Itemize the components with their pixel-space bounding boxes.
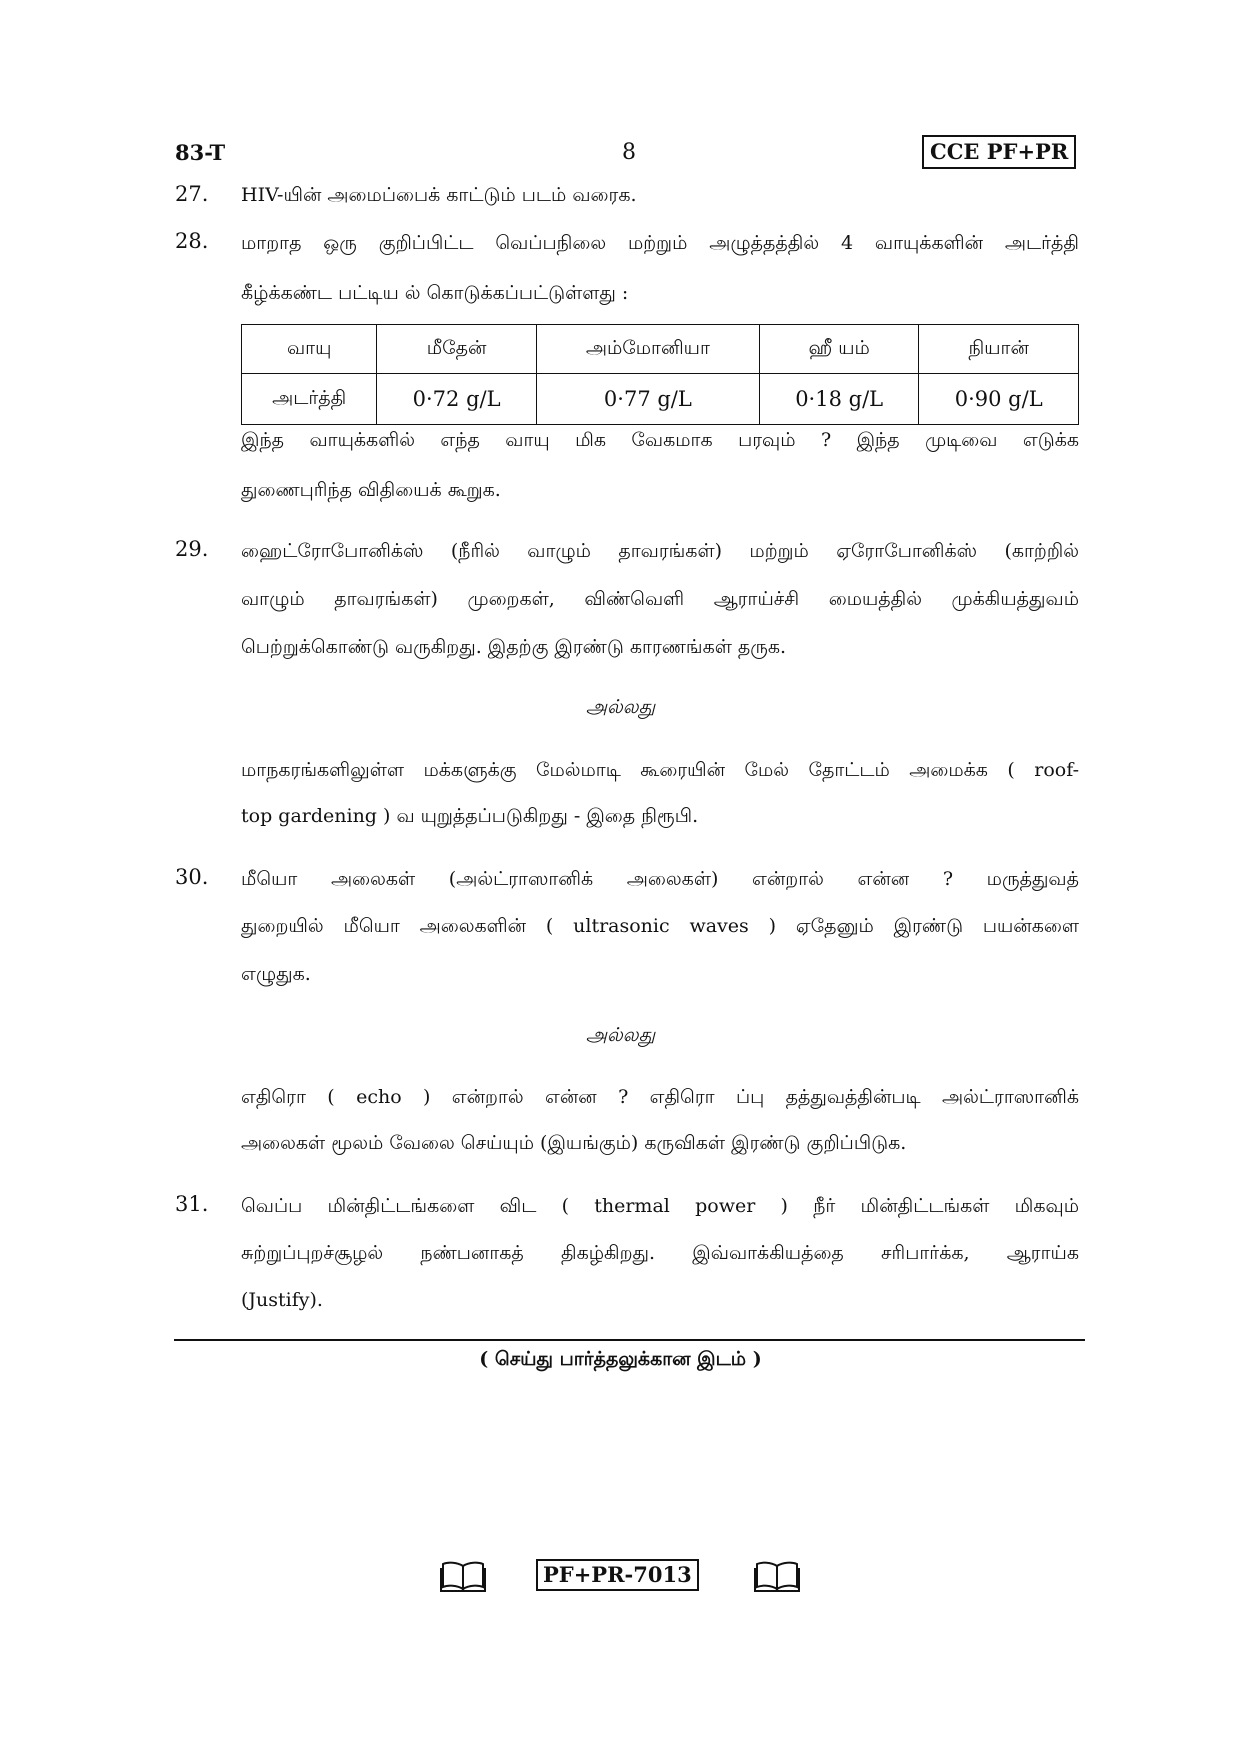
question-31-line-2: சுற்றுப்புறச்சூழல் நண்பனாகத் திகழ்கிறது. இவ்வாக்கியத்தை சரிபார்க்க, ஆராய்க xyxy=(241,1242,1079,1264)
question-30-line-3: எழுதுக. xyxy=(241,963,311,985)
question-29-line-1: ஹைட்ரோபோனிக்ஸ் (நீரில் வாழும் தாவரங்கள்) மற்றும் ஏரோபோனிக்ஸ் (காற்றில் xyxy=(241,540,1079,562)
open-book-icon xyxy=(754,1560,800,1592)
table-header-cell: மீதேன் xyxy=(377,325,537,374)
question-30-line-2: துறையில் மீயொ அலைகளின் ( ultrasonic waves ) ஏதேனும் இரண்டு பயன்களை xyxy=(241,915,1079,937)
question-27-text: HIV-யின் அமைப்பைக் காட்டும் படம் வரைக. xyxy=(241,184,637,206)
question-28-line-1: மாறாத ஒரு குறிப்பிட்ட வெப்பநிலை மற்றும் அழுத்தத்தில் 4 வாயுக்களின் அடர்த்தி xyxy=(241,232,1079,254)
question-31-line-1: வெப்ப மின்திட்டங்களை விட ( thermal power ) நீர் மின்திட்டங்கள் மிகவும் xyxy=(241,1195,1079,1217)
table-header-row xyxy=(242,325,1079,374)
open-book-icon xyxy=(440,1560,486,1592)
table-cell: 0·77 g/L xyxy=(536,374,759,425)
question-30-number: 30. xyxy=(175,865,209,889)
question-28-number: 28. xyxy=(175,229,209,253)
footer-code-box: PF+PR-7013 xyxy=(536,1559,699,1591)
table-header-cell: வாயு xyxy=(242,325,377,374)
question-29-alt-line-1: மாநகரங்களிலுள்ள மக்களுக்கு மேல்மாடி கூரையின் மேல் தோட்டம் அமைக்க ( roof- xyxy=(241,759,1079,781)
question-29-line-3: பெற்றுக்கொண்டு வருகிறது. இதற்கு இரண்டு காரணங்கள் தருக. xyxy=(241,636,787,658)
gas-density-table xyxy=(241,324,1079,425)
or-separator: அல்லது xyxy=(585,1024,656,1046)
question-28-line-4: துணைபுரிந்த விதியைக் கூறுக. xyxy=(241,479,501,501)
question-27-number: 27. xyxy=(175,182,209,206)
question-31-number: 31. xyxy=(175,1192,209,1216)
table-header-cell: ஹீ யம் xyxy=(759,325,919,374)
exam-code-box: CCE PF+PR xyxy=(922,135,1076,169)
table-cell: அடர்த்தி xyxy=(242,374,377,425)
question-28-line-3: இந்த வாயுக்களில் எந்த வாயு மிக வேகமாக பரவும் ? இந்த முடிவை எடுக்க xyxy=(241,429,1079,451)
divider xyxy=(174,1339,1085,1341)
table-header-cell: அம்மோனியா xyxy=(536,325,759,374)
table-header-cell: நியான் xyxy=(919,325,1079,374)
rough-work-label: ( செய்து பார்த்தலுக்கான இடம் ) xyxy=(479,1348,762,1370)
question-31-line-3: (Justify). xyxy=(241,1289,323,1311)
question-29-number: 29. xyxy=(175,537,209,561)
question-29-line-2: வாழும் தாவரங்கள்) முறைகள், விண்வெளி ஆராய்ச்சி மையத்தில் முக்கியத்துவம் xyxy=(241,588,1079,610)
page-number: 8 xyxy=(622,140,636,165)
question-28-line-2: கீழ்க்கண்ட பட்டிய ல் கொடுக்கப்பட்டுள்ளது : xyxy=(241,282,629,304)
table-cell: 0·18 g/L xyxy=(759,374,919,425)
or-separator: அல்லது xyxy=(585,696,656,718)
question-29-alt-line-2: top gardening ) வ யுறுத்தப்படுகிறது - இதை நிரூபி. xyxy=(241,805,699,827)
table-row xyxy=(242,374,1079,425)
question-30-alt-line-1: எதிரொ ( echo ) என்றால் என்ன ? எதிரொ ப்பு தத்துவத்தின்படி அல்ட்ராஸானிக் xyxy=(241,1086,1079,1108)
question-30-alt-line-2: அலைகள் மூலம் வேலை செய்யும் (இயங்கும்) கருவிகள் இரண்டு குறிப்பிடுக. xyxy=(241,1132,907,1154)
paper-code: 83-T xyxy=(175,140,226,165)
question-30-line-1: மீயொ அலைகள் (அல்ட்ராஸானிக் அலைகள்) என்றால் என்ன ? மருத்துவத் xyxy=(241,868,1079,890)
table-cell: 0·90 g/L xyxy=(919,374,1079,425)
table-cell: 0·72 g/L xyxy=(377,374,537,425)
